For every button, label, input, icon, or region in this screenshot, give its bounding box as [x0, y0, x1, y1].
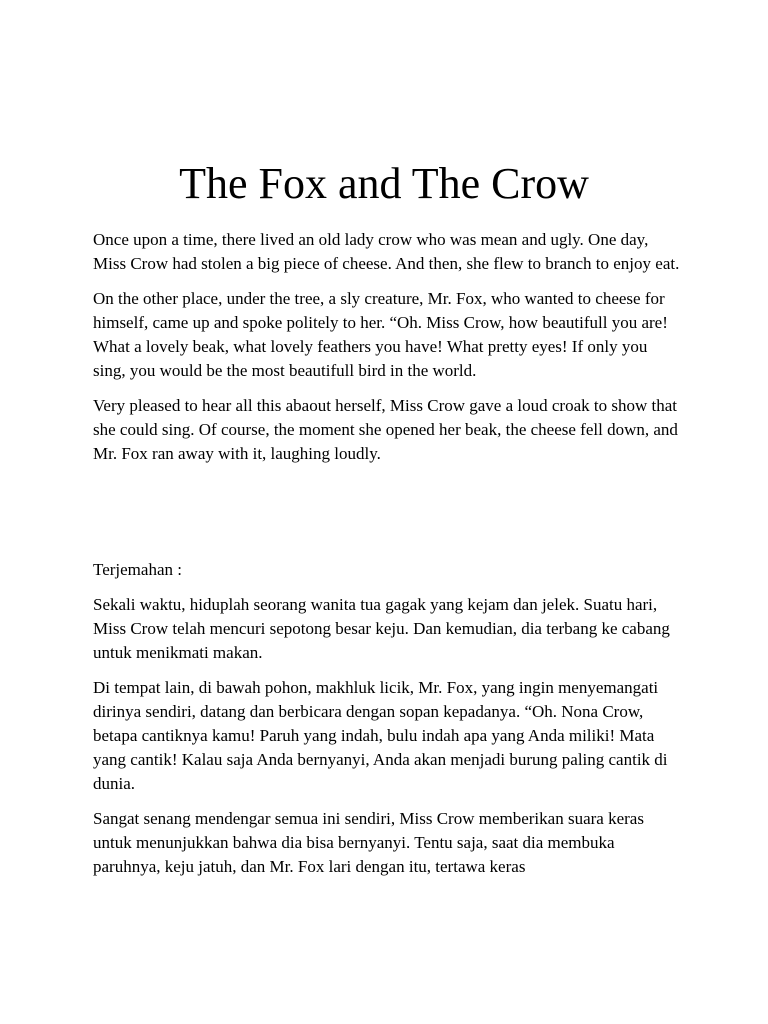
story-paragraph-1: Once upon a time, there lived an old lady crow who was mean and ugly. One day, Miss Crow had stolen a big piece of cheese. And then, she flew to branch to enjoy eat. — [93, 230, 680, 273]
story-paragraph-2: On the other place, under the tree, a sly creature, Mr. Fox, who wanted to cheese for himself, came up and spoke politely to her. “Oh. Miss Crow, how beautifull you are! What a lovely beak, what lovely feathers you have! What pretty eyes! If only you sing, you would be the most beautifull bird in the world. — [93, 289, 668, 380]
translation-paragraph-3: Sangat senang mendengar semua ini sendiri, Miss Crow memberikan suara keras untuk menunjukkan bahwa dia bisa bernyanyi. Tentu saja, saat dia membuka paruhnya, keju jatuh, dan Mr. Fox lari dengan itu, tertawa keras — [93, 809, 644, 876]
translation-paragraph-1: Sekali waktu, hiduplah seorang wanita tua gagak yang kejam dan jelek. Suatu hari, Miss Crow telah mencuri sepotong besar keju. Dan kemudian, dia terbang ke cabang untuk menikmati makan. — [93, 595, 670, 662]
translation-label: Terjemahan : — [93, 560, 182, 579]
story-paragraph-3: Very pleased to hear all this abaout herself, Miss Crow gave a loud croak to show that she could sing. Of course, the moment she opened her beak, the cheese fell down, and Mr. Fox ran away with it, laughing loudly. — [93, 396, 678, 463]
translation-section — [93, 558, 683, 879]
translation-paragraph-2: Di tempat lain, di bawah pohon, makhluk licik, Mr. Fox, yang ingin menyemangati dirinya sendiri, datang dan berbicara dengan sopan kepadanya. “Oh. Nona Crow, betapa cantiknya kamu! Paruh yang indah, bulu indah apa yang Anda miliki! Mata yang cantik! Kalau saja Anda bernyanyi, Anda akan menjadi burung paling cantik di dunia. — [93, 678, 668, 793]
story-section — [93, 228, 683, 466]
document-title: The Fox and The Crow — [179, 159, 589, 208]
